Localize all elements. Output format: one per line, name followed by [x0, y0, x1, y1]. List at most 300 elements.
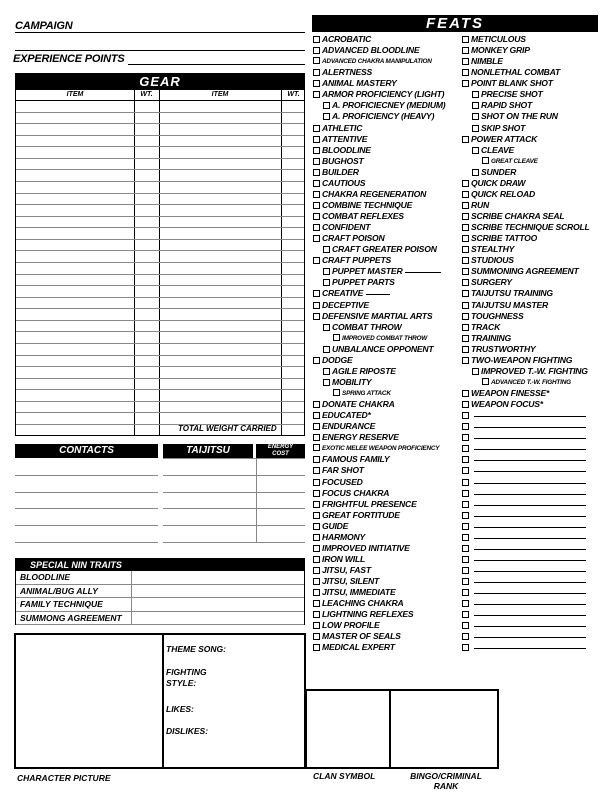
feat-right-15[interactable]	[462, 200, 610, 211]
feat-checkbox[interactable]	[462, 456, 469, 463]
feat-checkbox[interactable]	[462, 578, 469, 585]
feat-checkbox[interactable]	[323, 379, 330, 386]
feat-label: ADVANCED T.-W. FIGHTING	[491, 378, 571, 386]
gear-row-line	[16, 389, 304, 390]
feat-left-52[interactable]	[313, 609, 463, 620]
feat-blank-row[interactable]	[462, 576, 610, 587]
feat-checkbox[interactable]	[313, 467, 320, 474]
feat-checkbox[interactable]	[313, 589, 320, 596]
feat-checkbox[interactable]	[323, 268, 330, 275]
feat-checkbox[interactable]	[462, 567, 469, 574]
feat-left-45[interactable]	[313, 532, 463, 543]
contact-line[interactable]	[15, 492, 158, 493]
feat-label: POWER ATTACK	[471, 133, 538, 144]
feat-left-39[interactable]	[313, 465, 463, 476]
feat-left-43[interactable]	[313, 510, 463, 521]
feat-blank-line[interactable]	[366, 294, 390, 295]
feat-checkbox[interactable]	[313, 91, 320, 98]
feat-blank-row[interactable]	[462, 499, 610, 510]
feat-left-18[interactable]	[313, 233, 463, 244]
feat-checkbox[interactable]	[462, 501, 469, 508]
bingo-rank-box[interactable]	[389, 689, 499, 769]
feat-left-55[interactable]	[313, 642, 463, 653]
feat-checkbox[interactable]	[462, 136, 469, 143]
feat-blank-line[interactable]	[474, 505, 586, 506]
feat-checkbox[interactable]	[462, 390, 469, 397]
feat-checkbox[interactable]	[472, 113, 479, 120]
feat-right-17[interactable]	[462, 222, 610, 233]
feat-checkbox[interactable]	[313, 600, 320, 607]
feat-left-15[interactable]	[313, 200, 463, 211]
feat-checkbox[interactable]	[313, 490, 320, 497]
feat-checkbox[interactable]	[323, 246, 330, 253]
feat-blank-line[interactable]	[474, 604, 586, 605]
feat-left-13[interactable]	[313, 178, 463, 189]
taijitsu-line[interactable]	[163, 525, 305, 526]
feat-label: FAR SHOT	[322, 465, 364, 476]
feat-checkbox[interactable]	[462, 268, 469, 275]
feat-label: JITSU, SILENT	[322, 576, 380, 587]
feat-checkbox[interactable]	[313, 401, 320, 408]
feat-blank-line[interactable]	[474, 494, 586, 495]
feat-left-17[interactable]	[313, 222, 463, 233]
feat-left-27[interactable]	[313, 333, 463, 344]
feat-checkbox[interactable]	[462, 611, 469, 618]
feat-blank-row[interactable]	[462, 642, 610, 653]
feat-blank-line[interactable]	[474, 593, 586, 594]
feat-right-6[interactable]	[462, 100, 610, 111]
trait-family-technique[interactable]: FAMILY TECHNIQUE	[16, 598, 304, 612]
taijitsu-line[interactable]	[163, 542, 305, 543]
feat-left-30[interactable]	[313, 366, 463, 377]
feat-left-35[interactable]	[313, 421, 463, 432]
feat-checkbox[interactable]	[462, 302, 469, 309]
feat-blank-row[interactable]	[462, 620, 610, 631]
feat-right-20[interactable]	[462, 255, 610, 266]
feat-checkbox[interactable]	[313, 235, 320, 242]
feat-checkbox[interactable]	[462, 401, 469, 408]
feat-left-11[interactable]	[313, 156, 463, 167]
feat-blank-line[interactable]	[474, 538, 586, 539]
feat-checkbox[interactable]	[323, 346, 330, 353]
feat-label: MASTER OF SEALS	[322, 631, 401, 642]
feat-checkbox[interactable]	[313, 313, 320, 320]
feat-right-14[interactable]	[462, 189, 610, 200]
feat-left-2[interactable]	[313, 56, 463, 67]
feat-blank-row[interactable]	[462, 421, 610, 432]
feat-blank-row[interactable]	[462, 510, 610, 521]
feat-right-29[interactable]	[462, 355, 610, 366]
feat-left-49[interactable]	[313, 576, 463, 587]
feat-right-27[interactable]	[462, 333, 610, 344]
feat-checkbox[interactable]	[472, 147, 479, 154]
gear-row-line	[16, 331, 304, 332]
feat-left-4[interactable]	[313, 78, 463, 89]
feat-left-8[interactable]	[313, 123, 463, 134]
feat-checkbox[interactable]	[313, 357, 320, 364]
feat-right-25[interactable]	[462, 311, 610, 322]
feat-checkbox[interactable]	[462, 490, 469, 497]
feat-checkbox[interactable]	[323, 102, 330, 109]
feat-checkbox[interactable]	[313, 534, 320, 541]
feat-blank-line[interactable]	[474, 637, 586, 638]
feat-checkbox[interactable]	[313, 36, 320, 43]
feat-checkbox[interactable]	[313, 147, 320, 154]
feat-right-13[interactable]	[462, 178, 610, 189]
feat-checkbox[interactable]	[313, 57, 320, 64]
feat-left-37[interactable]	[313, 443, 463, 454]
feat-label: TWO-WEAPON FIGHTING	[471, 354, 573, 365]
feat-blank-line[interactable]	[474, 471, 586, 472]
feat-left-9[interactable]	[313, 134, 463, 145]
feat-right-5[interactable]	[462, 89, 610, 100]
feat-checkbox[interactable]	[462, 235, 469, 242]
feat-blank-line[interactable]	[474, 560, 586, 561]
feat-left-41[interactable]	[313, 488, 463, 499]
feat-right-21[interactable]	[462, 266, 610, 277]
feat-right-2[interactable]	[462, 56, 610, 67]
feat-blank-row[interactable]	[462, 598, 610, 609]
feat-checkbox[interactable]	[313, 456, 320, 463]
feat-checkbox[interactable]	[462, 80, 469, 87]
feat-left-32[interactable]	[313, 388, 463, 399]
feat-checkbox[interactable]	[462, 36, 469, 43]
feat-label: COMBAT THROW	[332, 321, 402, 332]
feat-right-1[interactable]	[462, 45, 610, 56]
feat-checkbox[interactable]	[313, 47, 320, 54]
feat-checkbox[interactable]	[313, 169, 320, 176]
experience-points-field[interactable]	[128, 53, 305, 65]
trait-bloodline[interactable]: BLOODLINE	[16, 571, 304, 585]
feat-label: HARMONY	[322, 531, 365, 542]
feat-checkbox[interactable]	[462, 257, 469, 264]
feat-checkbox[interactable]	[313, 423, 320, 430]
gear-row-line	[16, 250, 304, 251]
feat-right-3[interactable]	[462, 67, 610, 78]
feat-label: TOUGHNESS	[471, 310, 524, 321]
feat-label: MONKEY GRIP	[471, 45, 530, 56]
feat-blank-line[interactable]	[474, 582, 586, 583]
feat-checkbox[interactable]	[313, 213, 320, 220]
feat-right-19[interactable]	[462, 244, 610, 255]
feat-blank-line[interactable]	[474, 483, 586, 484]
feat-checkbox[interactable]	[333, 334, 340, 341]
feat-right-4[interactable]	[462, 78, 610, 89]
feat-left-0[interactable]	[313, 34, 463, 45]
feat-checkbox[interactable]	[313, 512, 320, 519]
feat-blank-row[interactable]	[462, 432, 610, 443]
feat-left-23[interactable]	[313, 288, 463, 299]
feat-blank-line[interactable]	[474, 648, 586, 649]
feat-checkbox[interactable]	[462, 47, 469, 54]
feat-checkbox[interactable]	[313, 434, 320, 441]
feat-checkbox[interactable]	[313, 290, 320, 297]
feat-left-33[interactable]	[313, 399, 463, 410]
feat-blank-line[interactable]	[474, 516, 586, 517]
feat-checkbox[interactable]	[313, 69, 320, 76]
feat-label: WEAPON FOCUS*	[471, 399, 543, 410]
feat-checkbox[interactable]	[313, 644, 320, 651]
gear-row-line	[16, 204, 304, 205]
feat-label: CLEAVE	[481, 144, 515, 155]
feat-left-38[interactable]	[313, 454, 463, 465]
feat-checkbox[interactable]	[462, 545, 469, 552]
feat-left-44[interactable]	[313, 521, 463, 532]
feat-blank-line[interactable]	[474, 527, 586, 528]
feat-right-23[interactable]	[462, 288, 610, 299]
feat-checkbox[interactable]	[313, 556, 320, 563]
feat-checkbox[interactable]	[462, 58, 469, 65]
feat-right-18[interactable]	[462, 233, 610, 244]
feat-blank-row[interactable]	[462, 554, 610, 565]
feat-left-53[interactable]	[313, 620, 463, 631]
feat-right-33[interactable]	[462, 399, 610, 410]
feat-checkbox[interactable]	[462, 600, 469, 607]
feat-right-31[interactable]	[462, 377, 610, 388]
feat-checkbox[interactable]	[462, 534, 469, 541]
feat-left-40[interactable]	[313, 477, 463, 488]
feat-blank-row[interactable]	[462, 532, 610, 543]
feat-checkbox[interactable]	[462, 279, 469, 286]
feat-checkbox[interactable]	[313, 444, 320, 451]
feat-checkbox[interactable]	[462, 467, 469, 474]
feat-right-30[interactable]	[462, 366, 610, 377]
feat-checkbox[interactable]	[323, 368, 330, 375]
feat-left-29[interactable]	[313, 355, 463, 366]
feat-left-51[interactable]	[313, 598, 463, 609]
feat-checkbox[interactable]	[313, 633, 320, 640]
feat-checkbox[interactable]	[462, 346, 469, 353]
feat-checkbox[interactable]	[462, 246, 469, 253]
feat-checkbox[interactable]	[462, 224, 469, 231]
feat-right-26[interactable]	[462, 322, 610, 333]
feat-left-50[interactable]	[313, 587, 463, 598]
feat-checkbox[interactable]	[462, 589, 469, 596]
feat-checkbox[interactable]	[313, 180, 320, 187]
feat-left-3[interactable]	[313, 67, 463, 78]
trait-animal-ally[interactable]: ANIMAL/BUG ALLY	[16, 585, 304, 599]
feat-label: TRACK	[471, 321, 501, 332]
feat-checkbox[interactable]	[482, 157, 489, 164]
taijitsu-line[interactable]	[163, 475, 305, 476]
feat-label: PUPPET MASTER	[332, 266, 403, 277]
feat-checkbox[interactable]	[313, 202, 320, 209]
feat-label: RUN	[471, 199, 490, 210]
feat-blank-line[interactable]	[474, 427, 586, 428]
feat-checkbox[interactable]	[462, 290, 469, 297]
feat-blank-row[interactable]	[462, 410, 610, 421]
feat-checkbox[interactable]	[462, 644, 469, 651]
feat-right-11[interactable]	[462, 156, 610, 167]
contact-line[interactable]	[15, 542, 158, 543]
feat-right-28[interactable]	[462, 344, 610, 355]
feat-blank-row[interactable]	[462, 454, 610, 465]
feat-left-36[interactable]	[313, 432, 463, 443]
feat-checkbox[interactable]	[462, 412, 469, 419]
feat-checkbox[interactable]	[313, 611, 320, 618]
feat-left-10[interactable]	[313, 145, 463, 156]
feat-left-48[interactable]	[313, 565, 463, 576]
feat-blank-row[interactable]	[462, 488, 610, 499]
feat-right-9[interactable]	[462, 134, 610, 145]
feat-left-28[interactable]	[313, 344, 463, 355]
feat-left-7[interactable]	[313, 111, 463, 122]
feat-label: RAPID SHOT	[481, 100, 532, 111]
feat-checkbox[interactable]	[313, 136, 320, 143]
feat-blank-line[interactable]	[474, 549, 586, 550]
feat-checkbox[interactable]	[313, 158, 320, 165]
feat-label: CRAFT PUPPETS	[322, 255, 392, 266]
feat-left-16[interactable]	[313, 211, 463, 222]
feat-right-10[interactable]	[462, 145, 610, 156]
feat-checkbox[interactable]	[313, 578, 320, 585]
feat-blank-row[interactable]	[462, 521, 610, 532]
feat-checkbox[interactable]	[313, 501, 320, 508]
taijitsu-line[interactable]	[163, 458, 305, 459]
feat-blank-line[interactable]	[474, 416, 586, 417]
feat-checkbox[interactable]	[323, 113, 330, 120]
feat-checkbox[interactable]	[462, 479, 469, 486]
feat-checkbox[interactable]	[482, 378, 489, 385]
feat-blank-line[interactable]	[474, 449, 586, 450]
campaign-field[interactable]	[15, 20, 305, 33]
feat-checkbox[interactable]	[462, 445, 469, 452]
feat-checkbox[interactable]	[462, 357, 469, 364]
feat-left-46[interactable]	[313, 543, 463, 554]
feat-blank-line[interactable]	[474, 626, 586, 627]
feat-label: SKIP SHOT	[481, 122, 526, 133]
feat-checkbox[interactable]	[462, 324, 469, 331]
feat-right-8[interactable]	[462, 123, 610, 134]
feat-checkbox[interactable]	[462, 423, 469, 430]
feat-checkbox[interactable]	[313, 302, 320, 309]
feat-right-12[interactable]	[462, 167, 610, 178]
feat-checkbox[interactable]	[472, 102, 479, 109]
feat-blank-line[interactable]	[474, 615, 586, 616]
feat-left-12[interactable]	[313, 167, 463, 178]
feat-checkbox[interactable]	[313, 545, 320, 552]
feat-left-24[interactable]	[313, 300, 463, 311]
contact-line[interactable]	[15, 475, 158, 476]
feat-label: ADVANCED CHAKRA MANIPULATION	[322, 58, 432, 66]
feat-checkbox[interactable]	[462, 622, 469, 629]
trait-summoning-agreement[interactable]: SUMMONG AGREEMENT	[16, 612, 304, 626]
feat-left-25[interactable]	[313, 311, 463, 322]
feat-right-16[interactable]	[462, 211, 610, 222]
feat-label: IMPROVED INITIATIVE	[322, 542, 410, 553]
feat-checkbox[interactable]	[313, 191, 320, 198]
feat-checkbox[interactable]	[462, 202, 469, 209]
feat-blank-row[interactable]	[462, 443, 610, 454]
feat-checkbox[interactable]	[472, 91, 479, 98]
feat-checkbox[interactable]	[472, 125, 479, 132]
feat-label: SCRIBE TECHNIQUE SCROLL	[471, 222, 590, 233]
feat-left-5[interactable]	[313, 89, 463, 100]
feat-checkbox[interactable]	[462, 191, 469, 198]
taijitsu-line[interactable]	[163, 508, 305, 509]
character-picture-box[interactable]	[14, 633, 164, 769]
feat-label: CAUTIOUS	[322, 177, 366, 188]
feat-checkbox[interactable]	[313, 125, 320, 132]
feat-right-7[interactable]	[462, 111, 610, 122]
feat-left-31[interactable]	[313, 377, 463, 388]
feat-blank-line[interactable]	[474, 571, 586, 572]
feat-checkbox[interactable]	[313, 80, 320, 87]
feat-blank-row[interactable]	[462, 631, 610, 642]
feat-blank-row[interactable]	[462, 609, 610, 620]
feat-left-47[interactable]	[313, 554, 463, 565]
feat-checkbox[interactable]	[323, 279, 330, 286]
feat-blank-row[interactable]	[462, 465, 610, 476]
feat-checkbox[interactable]	[472, 368, 479, 375]
campaign-field-line-2[interactable]	[15, 37, 305, 51]
feat-blank-line[interactable]	[474, 438, 586, 439]
feat-left-22[interactable]	[313, 277, 463, 288]
feat-left-14[interactable]	[313, 189, 463, 200]
feat-checkbox[interactable]	[462, 335, 469, 342]
feat-checkbox[interactable]	[472, 169, 479, 176]
feat-left-34[interactable]	[313, 410, 463, 421]
gear-row-line	[16, 100, 304, 101]
feat-checkbox[interactable]	[462, 69, 469, 76]
feat-left-54[interactable]	[313, 631, 463, 642]
feat-checkbox[interactable]	[323, 324, 330, 331]
feat-left-6[interactable]	[313, 100, 463, 111]
feat-checkbox[interactable]	[462, 213, 469, 220]
feat-checkbox[interactable]	[313, 567, 320, 574]
feat-checkbox[interactable]	[462, 313, 469, 320]
feat-right-24[interactable]	[462, 300, 610, 311]
feat-left-19[interactable]	[313, 244, 463, 255]
gear-row-line	[16, 146, 304, 147]
feat-checkbox[interactable]	[333, 389, 340, 396]
feat-blank-row[interactable]	[462, 587, 610, 598]
special-nin-traits	[15, 558, 305, 625]
feat-checkbox[interactable]	[462, 434, 469, 441]
feat-checkbox[interactable]	[313, 479, 320, 486]
feat-blank-row[interactable]	[462, 477, 610, 488]
feat-checkbox[interactable]	[313, 224, 320, 231]
feat-right-22[interactable]	[462, 277, 610, 288]
feat-checkbox[interactable]	[462, 512, 469, 519]
feat-left-26[interactable]	[313, 322, 463, 333]
campaign-label: CAMPAIGN	[15, 20, 73, 32]
taijitsu-line[interactable]	[163, 492, 305, 493]
clan-symbol-box[interactable]	[305, 689, 391, 769]
feat-blank-line[interactable]	[405, 272, 441, 273]
feat-checkbox[interactable]	[313, 523, 320, 530]
feat-checkbox[interactable]	[313, 412, 320, 419]
feat-blank-row[interactable]	[462, 543, 610, 554]
feat-blank-row[interactable]	[462, 565, 610, 576]
feat-left-20[interactable]	[313, 255, 463, 266]
feat-left-21[interactable]	[313, 266, 463, 277]
feat-left-1[interactable]	[313, 45, 463, 56]
feat-left-42[interactable]	[313, 499, 463, 510]
feat-blank-line[interactable]	[474, 460, 586, 461]
feat-checkbox[interactable]	[462, 523, 469, 530]
feat-checkbox[interactable]	[462, 180, 469, 187]
feat-checkbox[interactable]	[462, 556, 469, 563]
feat-right-0[interactable]	[462, 34, 610, 45]
feat-checkbox[interactable]	[313, 622, 320, 629]
contact-line[interactable]	[15, 508, 158, 509]
feat-checkbox[interactable]	[313, 257, 320, 264]
feat-checkbox[interactable]	[462, 633, 469, 640]
contact-line[interactable]	[15, 525, 158, 526]
feat-right-32[interactable]	[462, 388, 610, 399]
gear-row-line	[16, 169, 304, 170]
